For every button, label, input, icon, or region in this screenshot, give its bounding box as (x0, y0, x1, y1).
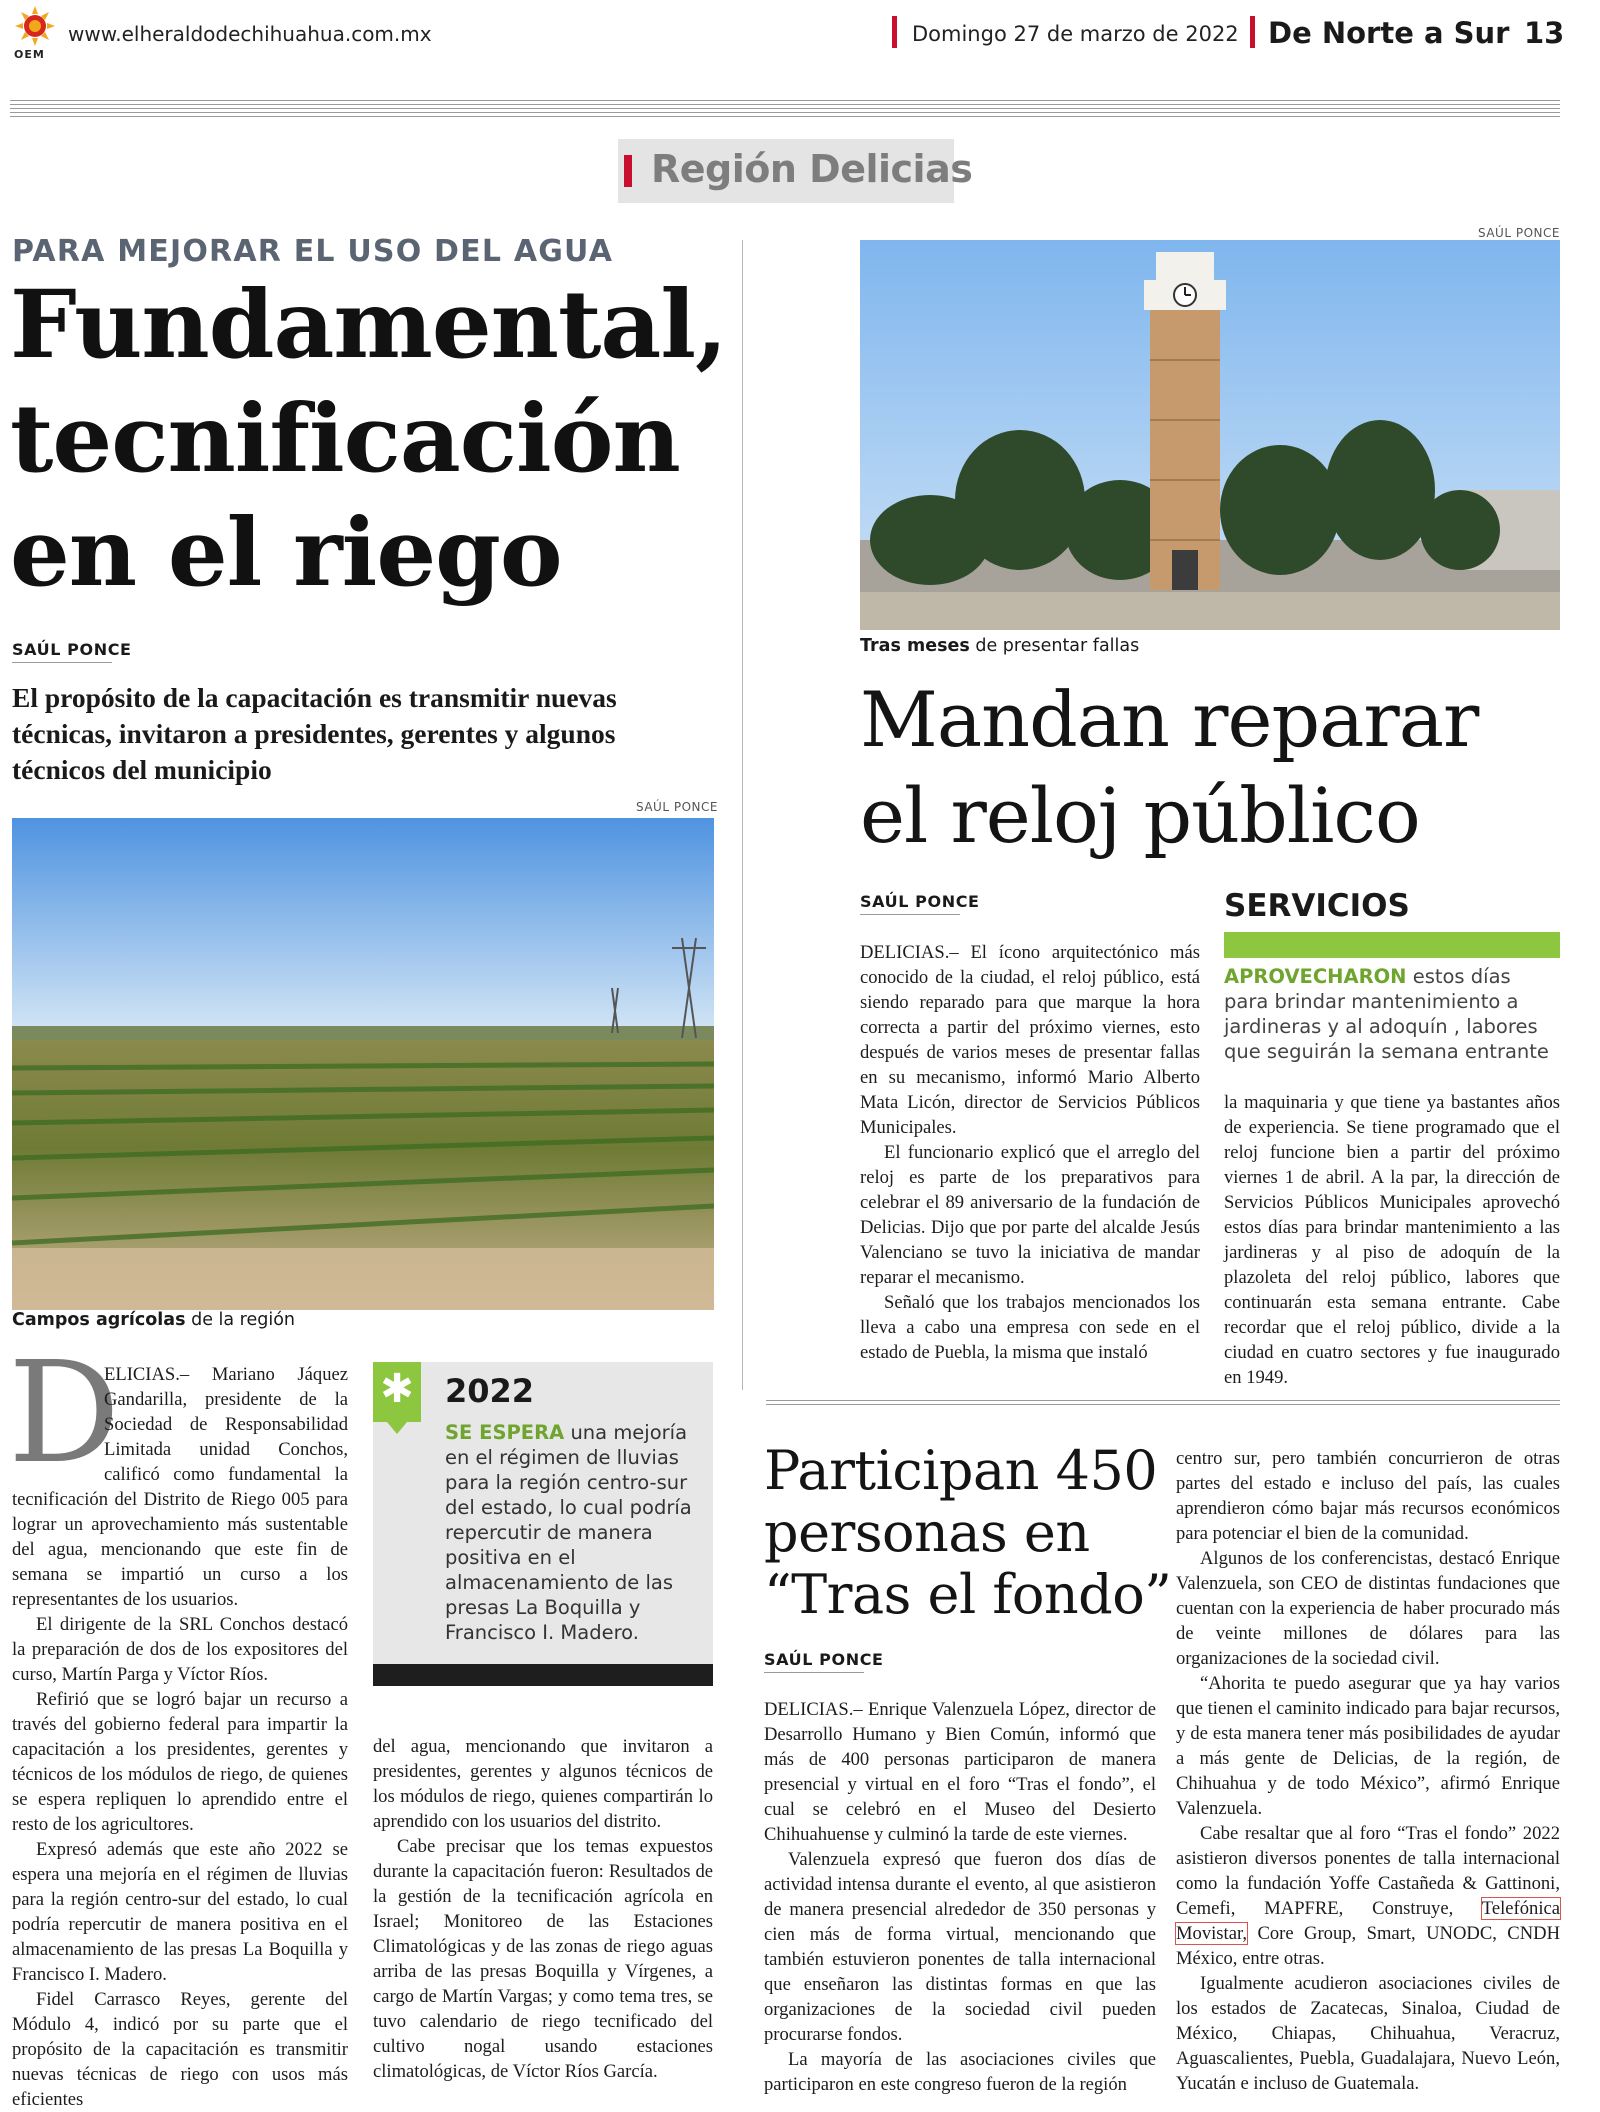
story1-dropcap: D (8, 1332, 121, 1495)
dropcap-spacer (12, 1362, 104, 1480)
header-divider-2 (1250, 16, 1255, 48)
story1-summary: El propósito de la capacitación es transmitir nuevas técnicas, invitaron a presidentes, gerentes y algunos técnicos del municipio (12, 682, 617, 785)
story1-headline (10, 268, 727, 610)
story3-column-2 (1176, 1446, 1560, 2096)
highlighted-sponsor: Telefónica Movistar, (1176, 1898, 1560, 1944)
region-label: Región Delicias (651, 147, 973, 191)
story1-caption-rest: de la región (185, 1310, 296, 1330)
sidebar-body: estos días para brindar mantenimiento a jardineras y al adoquín , labores que seguirán la semana entrante (1224, 965, 1549, 1063)
sidebar-text (1224, 964, 1560, 1064)
column-divider (742, 240, 743, 1390)
story1-paragraph: Fidel Carrasco Reyes, gerente del Módulo 4, indicó por su parte que el propósito de la capacitación es transmitir nuevas técnicas de riego con usos más eficientes (12, 1989, 348, 2110)
story3-byline: SAÚL PONCE (764, 1650, 884, 1669)
story1-column-1 (12, 1362, 348, 2112)
newspaper-logo (12, 4, 58, 62)
region-label-box (618, 139, 973, 203)
story1-headline-line: en el riego (10, 498, 562, 608)
story3-paragraph: centro sur, pero también concurrieron de otras partes del estado e incluso del país, las cuales aprendieron cómo bajar más recursos económicos para potenciar el bien de la comunidad. (1176, 1448, 1560, 1544)
story2-caption-rest: de presentar fallas (969, 636, 1140, 656)
story3-paragraph: Igualmente acudieron asociaciones civiles de los estados de Zacatecas, Sinaloa, Ciudad de México, Chiapas, Chihuahua, Veracruz, Aguascalientes, Puebla, Guadalajara, Nuevo León, Yucatán e incluso de Guatemala. (1176, 1973, 1560, 2094)
story2-paragraph: Señaló que los trabajos mencionados los lleva a cabo una empresa con sede en el estado de Puebla, la misma que instaló (860, 1292, 1200, 1363)
story3-headline-line: personas en (764, 1501, 1090, 1564)
story3-text: Cabe resaltar que al foro “Tras el fondo” 2022 asistieron diversos ponentes de talla internacional como la fundación Yoffe Castañeda & Gattinoni, Cemefi, MAPFRE, Construye, (1176, 1823, 1560, 1919)
sidebar-lead: APROVECHARON (1224, 965, 1407, 988)
story3-text: Core Group, Smart, UNODC, CNDH México, entre otras. (1176, 1923, 1560, 1969)
story2-headline-line: el reloj público (860, 771, 1420, 860)
story1-paragraph: El dirigente de la SRL Conchos destacó la preparación de dos de los expositores del curso, Martín Parga y Víctor Ríos. (12, 1614, 348, 1685)
sidebar-title: SERVICIOS (1224, 888, 1410, 924)
story1-lead-text: ELICIAS.– Mariano Jáquez Gandarilla, presidente de la Sociedad de Responsabilidad Limitada unidad Conchos, calificó como fundamental la tecnificación del Distrito de Riego 005 para lograr un aprovechamiento más sustentable del agua, mencionando que este fin de semana se impartió un curso a los representantes de los usuarios. (12, 1364, 348, 1610)
header-date: Domingo 27 de marzo de 2022 (912, 22, 1239, 46)
story2-photo-clock (860, 240, 1560, 630)
story3-paragraph (1176, 1821, 1560, 1971)
clock-tower-image (860, 240, 1560, 630)
header-rule (10, 116, 1560, 117)
story2-byline-underline (860, 914, 960, 915)
sidebar-accent-bar (1224, 932, 1560, 958)
logo-text: OEM (14, 48, 45, 61)
section-title: De Norte a Sur (1268, 16, 1510, 50)
story1-paragraph (12, 1362, 348, 1612)
infobox-body: una mejoría en el régimen de lluvias para la región centro-sur del estado, lo cual podría repercutir de manera positiva en el almacenamiento de las presas La Boquilla y Francisco I. Madero. (445, 1421, 692, 1644)
story1-column-2 (373, 1734, 713, 2084)
story3-headline (764, 1440, 1171, 1626)
story2-column-1 (860, 940, 1200, 1365)
badge-pointer (387, 1422, 407, 1434)
story1-headline-line: Fundamental, (10, 270, 727, 380)
story1-paragraph: del agua, mencionando que invitaron a presidentes, gerentes y algunos técnicos de los módulos de riego, quienes compartirán lo aprendido con los usuarios del distrito. (373, 1736, 713, 1832)
story3-paragraph: Valenzuela expresó que fueron dos días de actividad intensa durante el evento, al que asistieron de manera presencial alrededor de 350 personas y cien más de forma virtual, mencionando que también estuvieron ponentes de talla internacional que enseñaron las distintas formas en que las organizaciones de la sociedad civil pueden procurarse fondos. (764, 1849, 1156, 2045)
story2-headline (860, 672, 1478, 864)
story3-paragraph: “Ahorita te puedo asegurar que ya hay varios que tienen el caminito indicado para bajar recursos, y de esta manera tener más posibilidades de ayudar a más gente de Delicias, de la región, de Chihuahua y de todo México”, afirmó Enrique Valenzuela. (1176, 1673, 1560, 1819)
story2-column-2 (1224, 1090, 1560, 1390)
story2-byline: SAÚL PONCE (860, 892, 980, 911)
infobox-icon-badge (373, 1362, 421, 1422)
story1-headline-line: tecnificación (10, 384, 680, 494)
region-accent-bar (624, 155, 632, 187)
header-rule (10, 108, 1560, 109)
header-rule (10, 100, 1560, 101)
story3-headline-line: “Tras el fondo” (764, 1563, 1172, 1626)
page-number: 13 (1524, 16, 1565, 50)
story3-byline-underline (764, 1672, 864, 1673)
story3-top-rule (766, 1400, 1560, 1401)
story2-photo-credit: SAÚL PONCE (1478, 226, 1560, 240)
header-rule (10, 104, 1560, 105)
story3-column-1 (764, 1697, 1156, 2097)
story1-photo-credit: SAÚL PONCE (636, 800, 718, 814)
infobox-title: 2022 (445, 1372, 535, 1410)
story3-headline-line: Participan 450 (764, 1439, 1158, 1502)
site-url[interactable]: www.elheraldodechihuahua.com.mx (68, 22, 432, 46)
field-image (12, 818, 714, 1310)
story1-photo-fields (12, 818, 714, 1310)
story1-caption (12, 1310, 295, 1330)
story2-paragraph: la maquinaria y que tiene ya bastantes años de experiencia. Se tiene programado que el reloj funcione bien a partir del próximo viernes 1 de abril. A la par, la dirección de Servicios Públicos Municipales aprovechó estos días para brindar mantenimiento a las jardineras y al piso de adoquín de la plazoleta del reloj público, labores que continuarán esta semana entrante. Cabe recordar que el reloj público, divide a la ciudad en cuatro sectores y fue inaugurado en 1949. (1224, 1092, 1560, 1388)
story3-paragraph: La mayoría de las asociaciones civiles que participaron en este congreso fueron de la región (764, 2049, 1156, 2095)
story2-paragraph: El funcionario explicó que el arreglo del reloj es parte de los preparativos para celebrar el 89 aniversario de la fundación de Delicias. Dijo que por parte del alcalde Jesús Valenciano se tuvo la iniciativa de mandar reparar el mecanismo. (860, 1142, 1200, 1288)
story2-headline-line: Mandan reparar (860, 675, 1479, 764)
story2-caption-bold: Tras meses (860, 636, 970, 656)
infobox-bottom-bar (373, 1664, 713, 1686)
story2-paragraph: DELICIAS.– El ícono arquitectónico más conocido de la ciudad, el reloj público, está siendo reparado para que marque la hora correcta a partir del próximo viernes, esto después de varios meses de presentar fallas en su mecanismo, informó Mario Alberto Mata Licón, director de Servicios Públicos Municipales. (860, 942, 1200, 1138)
story1-paragraph: Expresó además que este año 2022 se espera una mejoría en el régimen de lluvias para la región centro-sur del estado, lo cual podría repercutir de manera positiva en el almacenamiento de las presas La Boquilla y Francisco I. Madero. (12, 1839, 348, 1985)
story1-infobox (373, 1362, 713, 1684)
header-divider-1 (892, 16, 897, 48)
asterisk-icon: ✱ (380, 1366, 414, 1412)
story1-byline: SAÚL PONCE (12, 640, 132, 659)
header-rule (10, 112, 1560, 113)
story1-byline-underline (12, 662, 112, 663)
story2-caption (860, 636, 1139, 656)
story1-paragraph: Cabe precisar que los temas expuestos durante la capacitación fueron: Resultados de la gestión de la tecnificación agrícola en Israel; Monitoreo de las Estaciones Climatológicas y de las zonas de riego aguas arriba de las presas Boquilla y Vírgenes, a cargo de Martín Vargas; y como tema tres, se tuvo calendario de riego tecnificado del cultivo nogal usando estaciones climatológicas, de Víctor Ríos García. (373, 1836, 713, 2082)
story1-kicker: PARA MEJORAR EL USO DEL AGUA (12, 234, 614, 269)
story3-top-rule (766, 1404, 1560, 1405)
story3-paragraph: DELICIAS.– Enrique Valenzuela López, director de Desarrollo Humano y Bien Común, informó que más de 400 personas participaron de manera presencial y virtual en el foro “Tras el fondo”, el cual se celebró en el Museo del Desierto Chihuahuense y culminó la tarde de este viernes. (764, 1699, 1156, 1845)
story3-paragraph: Algunos de los conferencistas, destacó Enrique Valenzuela, son CEO de distintas fundaciones que cuentan con la experiencia de haber procurado más de veinte millones de dólares para las organizaciones de la sociedad civil. (1176, 1548, 1560, 1669)
story1-caption-bold: Campos agrícolas (12, 1310, 186, 1330)
infobox-lead: SE ESPERA (445, 1421, 565, 1444)
story1-paragraph: Refirió que se logró bajar un recurso a través del gobierno federal para impartir la capacitación a los presidentes, gerentes y técnicos de los módulos de riego, de quienes se espera repliquen lo aprendido entre el resto de los agricultores. (12, 1689, 348, 1835)
infobox-text (445, 1420, 693, 1645)
